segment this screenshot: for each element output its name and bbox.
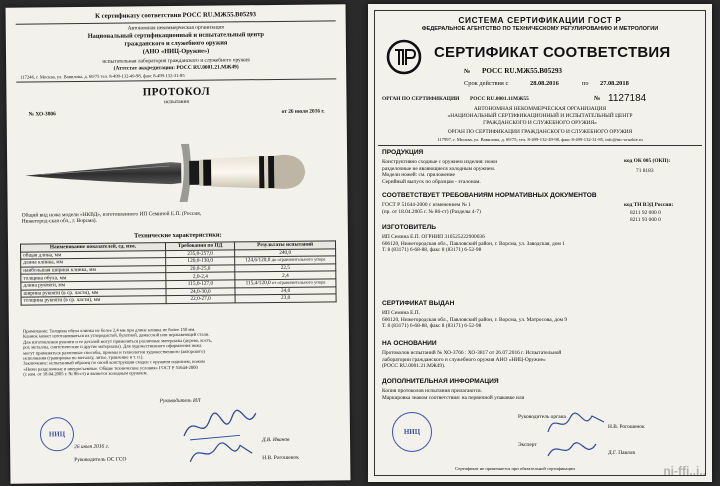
certificate-seal	[392, 412, 432, 452]
os-head-name: Н.В. Рогошенок	[262, 454, 299, 462]
table-cell: наибольшая ширина клинка, мм	[21, 265, 166, 274]
product-line: Серийный выпуск по образцам - эталонам.	[382, 178, 481, 185]
manufacturer-label: ИЗГОТОВИТЕЛЬ	[382, 224, 436, 231]
table-cell: 115,0-127,0	[166, 280, 235, 288]
requirements-line: (пр. от 18.04.2005 г. № 86-ст) (Разделы 4-7)	[382, 208, 481, 215]
certificate-title: СЕРТИФИКАТ СООТВЕТСТВИЯ	[434, 44, 671, 61]
manufacturer-line: Т. 8 (83171) 6-68-88, факс 8 (83171) 6-52-98	[382, 247, 482, 253]
notes-block	[23, 325, 335, 377]
cert-number: РОСС RU.МЖ55.В05293	[482, 67, 563, 75]
org-line-3: гражданского и служебного оружия	[124, 39, 228, 48]
table-cell: 2,4	[235, 271, 336, 280]
product-label: ПРОДУКЦИЯ	[382, 149, 424, 156]
address: 117246, г. Москва, ул. Вавилова, д. 69/75 тел. 8-499-132-49-98, факс 8-499-132-31-85	[20, 72, 185, 80]
issued-to-line: ИП Семина Е.П.	[382, 310, 420, 316]
organization-seal	[40, 417, 74, 451]
conclusion-line: «Ножи разделочные и шкуросъемные. Общие технические условия» ГОСТ Р 51644-2000	[23, 364, 198, 372]
specification-table	[20, 240, 337, 305]
accreditation: (Аттестат аккредитации: РОСС RU.0001.21.МЖ49)	[113, 64, 239, 72]
protocol-page	[6, 4, 351, 484]
product-line: разделочные не являющиеся холодным оружием.	[382, 165, 496, 172]
cert-number-label: №	[464, 68, 471, 75]
basis-line: Протоколов испытаний № ХО-3766 : ХО-3817 от 26.07.2016 г. Испытательной	[382, 350, 562, 356]
okp-code-label: код ОК 005 (ОКП):	[624, 158, 671, 164]
table-cell: общая длина, мм	[21, 250, 166, 259]
expert-label: Эксперт	[518, 442, 537, 448]
table-cell: 120,0-130,0	[166, 257, 235, 265]
valid-from-date: 28.08.2016	[530, 80, 559, 87]
organ-head-label: Руководитель органа	[518, 414, 566, 420]
protocol-number: № ХО-3806	[28, 111, 56, 118]
note-line: рог, металлы, синтетические и другие материалы). Для художественного оформления ножа	[23, 342, 202, 350]
issued-to-label: СЕРТИФИКАТ ВЫДАН	[382, 300, 455, 307]
agency-name: ФЕДЕРАЛЬНОЕ АГЕНТСТВО ПО ТЕХНИЧЕСКОМУ РЕГУЛИРОВАНИЮ И МЕТРОЛОГИИ	[421, 26, 659, 32]
seal-lettering: НИЦ	[403, 428, 421, 436]
organ-label: ОРГАН ПО СЕРТИФИКАЦИИ	[382, 96, 460, 102]
additional-info-text	[382, 388, 698, 401]
cert-reference: К сертификату соответствия РОСС RU.МЖ55.В05293	[95, 11, 257, 20]
organ-line-3: ГРАЖДАНСКОГО И СЛУЖЕБНОГО ОРУЖИЯ»	[483, 120, 597, 126]
org-line-2: Национальный сертификационный и испытательный центр	[87, 31, 264, 40]
serial-number-label: №	[594, 95, 601, 102]
basis-line: лаборатории гражданского и служебного оружия АНО «НИЦ-Оружие»	[382, 356, 546, 363]
divider	[378, 145, 702, 146]
table-cell: 2,0-2,4	[166, 272, 235, 280]
cell-note: от ограничительного упора	[272, 279, 326, 286]
sign-date: 26 июля 2016 г.	[74, 443, 109, 451]
table-cell: 22,0-27,0	[166, 295, 235, 303]
organ-address: 117997, г. Москва, ул. Вавилова, д. 69/75; тел. 8-499-132-49-98, факс 8-499-132-31-85, info@nic-oruzhie.ru	[437, 137, 643, 142]
organ-line-1: АВТОНОМНАЯ НЕКОММЕРЧЕСКАЯ ОРГАНИЗАЦИЯ	[473, 106, 607, 112]
column-header: Требования по ПД	[165, 242, 234, 250]
table-cell: толщина рукояти (в ср. части), мм	[21, 296, 166, 305]
os-head-label: Руководитель ОС ГСО	[74, 456, 127, 464]
requirements-text	[382, 202, 612, 215]
org-line-1: Автономная некоммерческая организация	[127, 24, 224, 32]
table-cell: ширина рукояти (в ср. части), мм	[21, 288, 166, 297]
table-cell: 24,0-30,0	[166, 287, 235, 295]
watermark: ni-ffi..i..	[663, 464, 706, 478]
issued-to-line: 606120, Нижегородская обл., Павловский район, г. Ворсма, ул. Матросова, дом 9	[382, 316, 568, 323]
lab-head-name: Д.В. Иванов	[262, 436, 290, 444]
tnved-code-label: код ТН ВЭД России:	[624, 202, 674, 208]
tnved-code-1: 8211 92 000 0	[630, 210, 661, 216]
table-cell: 24,0	[235, 286, 336, 295]
valid-from-label: Срок действия с	[464, 80, 509, 87]
product-line: Конструктивно сходные с оружием изделия: ножи	[382, 159, 498, 165]
protocol-title: ПРОТОКОЛ	[142, 85, 211, 99]
protocol-date: от 26 июля 2016 г.	[281, 108, 325, 115]
note-line: могут применяться различные способы, приемы и технологии художественного (авторского)	[23, 348, 205, 356]
knife-photo	[21, 134, 334, 211]
serial-number: 1127184	[608, 93, 647, 104]
organ-code: РОСС RU.0001.11МЖ55	[470, 96, 529, 102]
basis-text	[382, 350, 698, 370]
seal-lettering: НИЦ	[48, 430, 66, 439]
note-line: Клинок может изготавливаться из углеродистой, булатной, дамасской или нержавеющей стали.	[22, 332, 210, 340]
organ-line-4: ОРГАН ПО СЕРТИФИКАЦИИ ГРАЖДАНСКОГО И СЛУЖЕБНОГО ОРУЖИЯ	[447, 129, 633, 135]
product-line: Модели ножей: см. приложение	[382, 172, 455, 178]
issued-to-text	[382, 310, 698, 330]
protocol-subtitle: испытания	[164, 98, 189, 106]
certificate-footer: Сертификат не применяется при обязательной сертификации	[455, 466, 575, 471]
organ-line-2: «НАЦИОНАЛЬНЫЙ СЕРТИФИКАЦИОННЫЙ И ИСПЫТАТЕЛЬНЫЙ ЦЕНТР	[447, 113, 633, 119]
table-cell: длина рукояти, мм	[21, 281, 166, 290]
basis-line: (РОСС RU.0001.21.МЖ49).	[382, 363, 446, 369]
table-cell: длина клинка, мм	[21, 258, 166, 267]
certificate-page	[368, 4, 712, 482]
note-line: Примечание: Толщина обуха клинка не более 2,4 мм при длине клинка не более 150 мм.	[22, 326, 196, 334]
requirements-label: СООТВЕТСТВУЕТ ТРЕБОВАНИЯМ НОРМАТИВНЫХ ДОКУМЕНТОВ	[382, 192, 597, 199]
additional-info-line: Маркировка знаком соответствия: на первичной упаковке или	[382, 394, 525, 401]
system-title: СИСТЕМА СЕРТИФИКАЦИИ ГОСТ Р	[458, 15, 622, 25]
okp-code-value: 71 8183	[636, 168, 654, 174]
table-cell: 240,0	[235, 248, 336, 257]
lab-head-label: Руководитель ИЛ	[159, 397, 201, 405]
column-header: Результаты испытаний	[235, 241, 336, 250]
conclusion-line: Заключение: испытанный образец по своей конструкции сходен с оружием изделием, ножом	[23, 359, 205, 367]
manufacturer-line: 606120, Нижегородская обл., Павловский район, г. Ворсма, ул. Заводская, дом 1	[382, 240, 565, 247]
conclusion-line: (с изм. от 18.04.2005 г. № 86-ст) и является холодным оружием.	[23, 370, 148, 377]
issued-to-line: Т. 8 (83171) 6-68-88, факс 8 (83171) 6-52-98	[382, 323, 482, 329]
table-cell: толщина обуха, мм	[21, 273, 166, 282]
table-cell: 22,5	[235, 264, 336, 273]
table-title: Технические характеристики:	[134, 231, 222, 240]
note-line: исполнения (гравировка по металлу, литье, травление и т. п.).	[23, 354, 144, 361]
lab-line: испытательная лаборатория гражданского и служебного оружия	[102, 57, 250, 65]
manufacturer-text	[382, 234, 698, 254]
table-cell: 235,0-257,0	[165, 249, 234, 257]
table-cell: 20,0-25,0	[166, 265, 235, 273]
org-line-4: (АНО «НИЦ-Оружие»)	[142, 47, 210, 56]
expert-name: Д.Г. Павлов	[608, 450, 635, 456]
organ-head-name: Н.В. Рогошенок	[608, 424, 645, 430]
product-description: Общий вид ножа модели «НКВД», изготовленного ИП Семиной Е.П. (Россия, Нижегород-ская обл., г. Ворсма).	[21, 210, 202, 226]
tnved-code-2: 8211 93 000 0	[630, 217, 661, 223]
additional-info-label: ДОПОЛНИТЕЛЬНАЯ ИНФОРМАЦИЯ	[382, 378, 499, 385]
gost-r-logo-icon	[386, 39, 422, 75]
os-head-signature	[186, 437, 256, 468]
product-text	[382, 159, 612, 185]
basis-label: НА ОСНОВАНИИ	[382, 340, 437, 347]
manufacturer-line: ИП Семина Е.П. ОГРНИП 310525222900036	[382, 234, 485, 240]
column-header: Наименование показателей, ед. изм.	[20, 243, 165, 252]
cell-note: до ограничительного упора	[271, 256, 326, 263]
expert-signature	[544, 434, 608, 464]
table-cell: 23,0	[235, 294, 336, 303]
note-line: Для изготовления рукояти и ее деталей могут применяться различные материалы (дерево, кость,	[22, 337, 213, 345]
cell-value: 115,4/120,0	[245, 280, 271, 287]
valid-to-date: 27.08.2018	[600, 80, 629, 87]
cell-value: 124,6/120,0	[245, 257, 271, 264]
requirements-line: ГОСТ Р 51644-2000 с изменением № 1	[382, 202, 471, 208]
valid-to-label: по	[582, 80, 589, 87]
additional-info-line: Копия протоколов испытания прилагаются.	[382, 388, 482, 394]
